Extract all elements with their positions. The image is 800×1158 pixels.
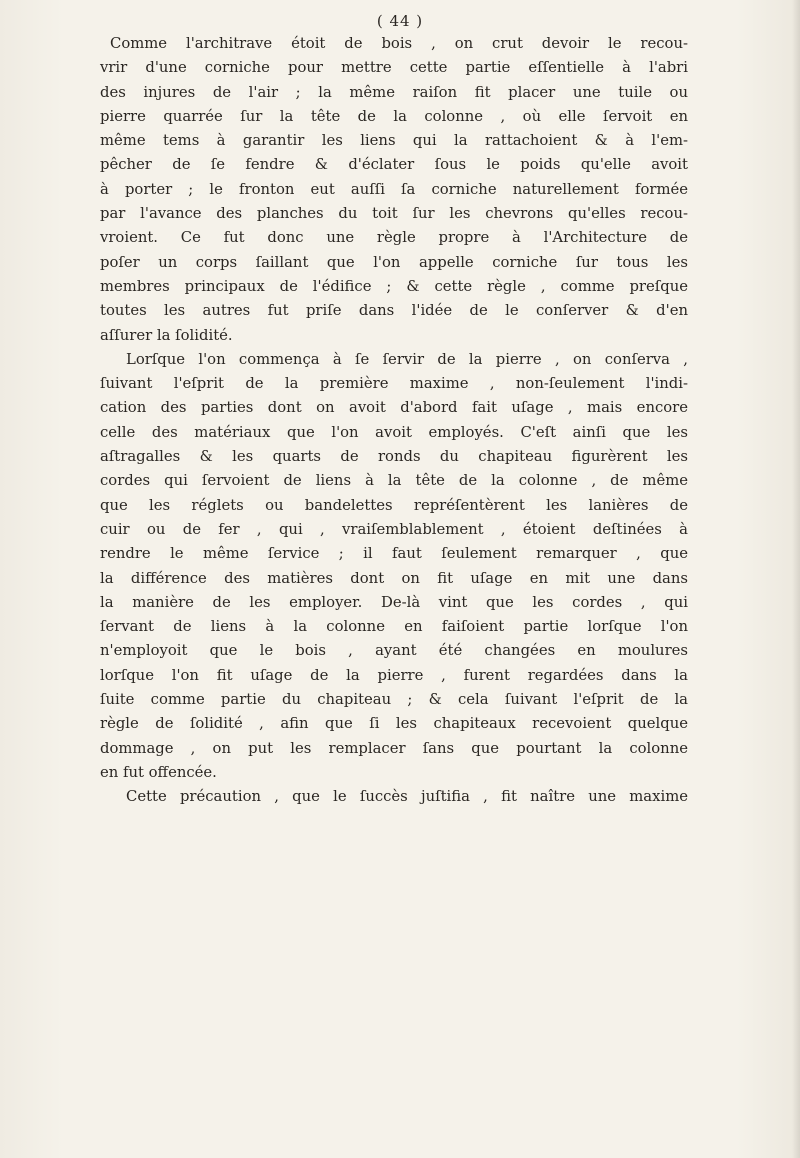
text-line: vrir d'une corniche pour mettre cette partie eſſentielle à l'abri <box>100 59 688 77</box>
text-line: poſer un corps ſaillant que l'on appelle corniche ſur tous les <box>100 253 688 271</box>
text-line: lorſque l'on fit uſage de la pierre , furent regardées dans la <box>100 666 688 684</box>
text-line: ſuivant l'eſprit de la première maxime , non-ſeulement l'indi- <box>100 375 688 393</box>
text-line: dommage , on put les remplacer ſans que pourtant la colonne <box>100 739 688 757</box>
text-line: aſtragalles & les quarts de ronds du chapiteau figurèrent les <box>100 448 688 466</box>
text-line: toutes les autres fut priſe dans l'idée de le conſerver & d'en <box>100 302 688 320</box>
text-line: n'employoit que le bois , ayant été changées en moulures <box>100 642 688 660</box>
text-line: cuir ou de fer , qui , vraiſemblablement , étoient deſtinées à <box>100 520 688 538</box>
text-line: ſervant de liens à la colonne en faiſoient partie lorſque l'on <box>100 618 688 636</box>
text-line: des injures de l'air ; la même raiſon fit placer une tuile ou <box>100 83 688 101</box>
text-line: pêcher de ſe fendre & d'éclater ſous le poids qu'elle avoit <box>100 156 688 174</box>
page-number: ( 44 ) <box>376 12 424 30</box>
text-line: la différence des matières dont on fit uſage en mit une dans <box>100 569 688 587</box>
text-line: règle de ſolidité , afin que ſi les chapiteaux recevoient quelque <box>100 715 688 733</box>
text-line: aſſurer la ſolidité. <box>100 326 233 344</box>
text-line: Cette précaution , que le ſuccès juſtifia , fit naître une maxime <box>126 788 688 806</box>
text-line: Comme l'architrave étoit de bois , on crut devoir le recou- <box>110 35 688 52</box>
text-line: cation des parties dont on avoit d'abord fait uſage , mais encore <box>100 399 688 417</box>
text-line: que les réglets ou bandelettes repréſentèrent les lanières de <box>100 496 688 514</box>
text-line: membres principaux de l'édifice ; & cette règle , comme preſque <box>100 277 688 295</box>
text-line: rendre le même ſervice ; il faut ſeulement remarquer , que <box>100 545 688 563</box>
text-line: vroient. Ce fut donc une règle propre à l'Architecture de <box>100 229 688 247</box>
text-line: celle des matériaux que l'on avoit employés. C'eſt ainſi que les <box>100 423 688 441</box>
text-line: à porter ; le fronton eut auſſi ſa corniche naturellement formée <box>100 180 688 198</box>
text-line: la manière de les employer. De-là vint que les cordes , qui <box>100 593 688 611</box>
text-line: ſuite comme partie du chapiteau ; & cela ſuivant l'eſprit de la <box>100 691 688 709</box>
page-edge-shadow <box>792 0 800 1158</box>
text-line: cordes qui ſervoient de liens à la tête de la colonne , de même <box>100 472 688 490</box>
text-line: même tems à garantir les liens qui la rattachoient & à l'em- <box>100 132 688 150</box>
body-text <box>100 32 688 810</box>
text-line: par l'avance des planches du toit ſur les chevrons qu'elles recou- <box>100 205 688 223</box>
text-line: Lorſque l'on commença à ſe ſervir de la pierre , on conſerva , <box>126 350 688 368</box>
text-line: pierre quarrée ſur la tête de la colonne , où elle ſervoit en <box>100 107 688 125</box>
text-line: en fut offencée. <box>100 763 217 781</box>
